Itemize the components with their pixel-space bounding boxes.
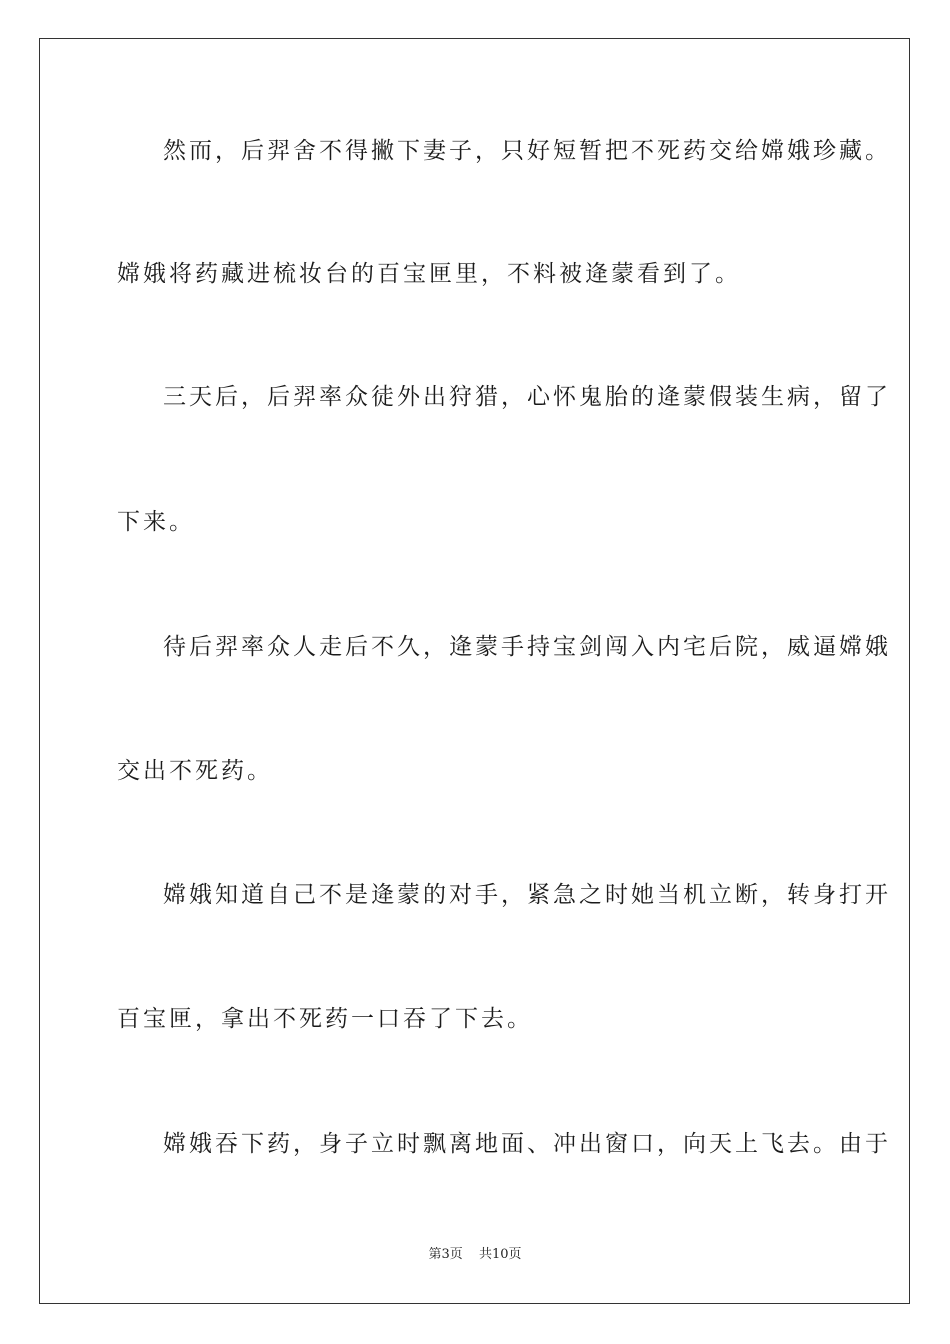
paragraph-line: 嫦娥将药藏进梳妆台的百宝匣里，不料被逄蒙看到了。	[117, 261, 741, 287]
paragraph-line: 交出不死药。	[117, 758, 273, 784]
paragraph-line: 嫦娥吞下药，身子立时飘离地面、冲出窗口，向天上飞去。由于	[163, 1131, 891, 1157]
page-footer	[0, 1246, 950, 1264]
paragraph-line: 然而，后羿舍不得撇下妻子，只好短暂把不死药交给嫦娥珍藏。	[163, 138, 891, 164]
page-border	[39, 38, 910, 1304]
paragraph-line: 百宝匣，拿出不死药一口吞了下去。	[117, 1006, 533, 1032]
paragraph-line: 待后羿率众人走后不久，逄蒙手持宝剑闯入内宅后院，威逼嫦娥	[163, 634, 891, 660]
page-total: 共10页	[478, 1247, 522, 1262]
paragraph-line: 嫦娥知道自己不是逄蒙的对手，紧急之时她当机立断，转身打开	[163, 882, 891, 908]
paragraph-line: 三天后，后羿率众徒外出狩猎，心怀鬼胎的逄蒙假装生病，留了	[163, 384, 891, 410]
page-number: 第3页	[428, 1247, 463, 1262]
paragraph-line: 下来。	[117, 509, 195, 535]
